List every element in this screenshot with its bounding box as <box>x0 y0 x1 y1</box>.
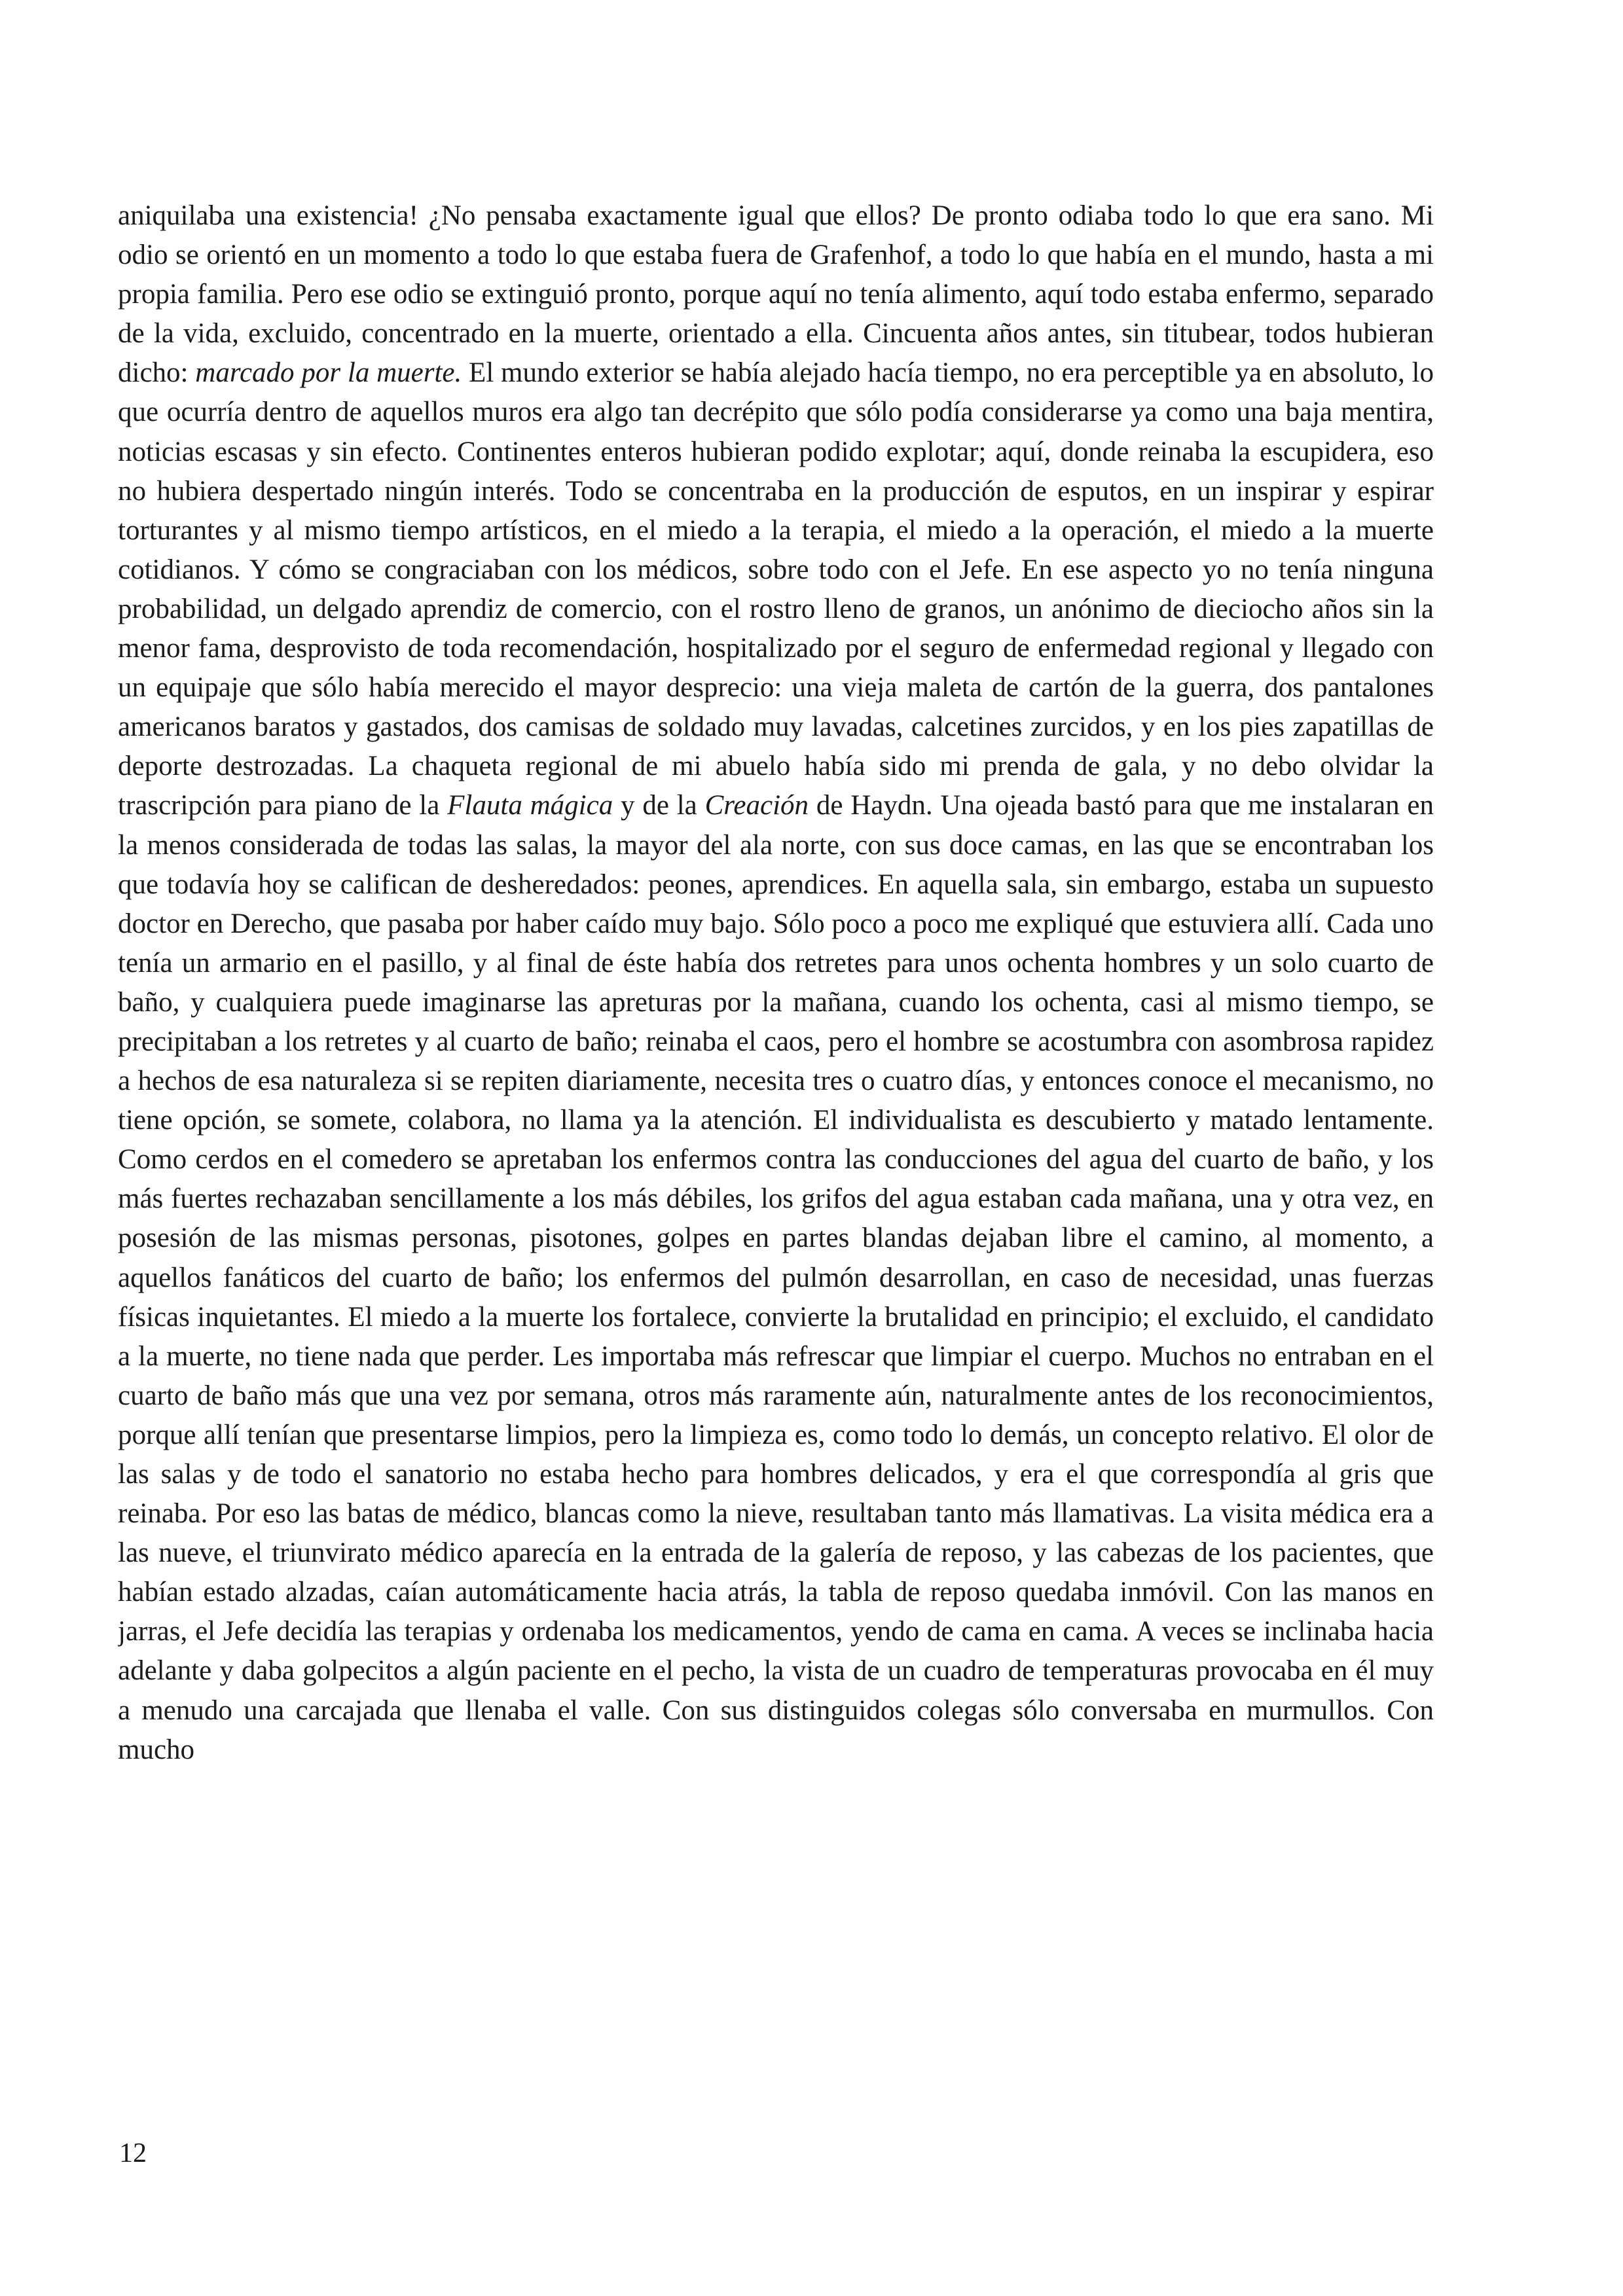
text-run: aniquilaba una existencia! ¿No pensaba exactamente igual que ellos? De pronto odiaba todo lo que era sano. Mi odio se orientó en un momento a todo lo que estaba fuera de Grafenhof, a todo lo que había en el mundo, hasta a mi propia familia. Pero ese odio se extinguió pronto, porque aquí no tenía alimento, aquí todo estaba enfermo, separado de la vida, excluido, concentrado en la muerte, orientado a ella. Cincuenta años antes, sin titubear, todos hubieran dicho: <box>118 200 1434 389</box>
italic-phrase-marcado-por-la-muerte: marcado por la muerte. <box>195 357 462 389</box>
text-run: y de la <box>613 790 705 821</box>
italic-title-flauta-magica: Flauta mágica <box>447 790 613 821</box>
paragraph <box>118 196 1434 1770</box>
italic-title-creacion: Creación <box>704 790 809 821</box>
body-text <box>118 196 1434 2134</box>
text-run: El mundo exterior se había alejado hacía tiempo, no era perceptible ya en absoluto, lo que ocurría dentro de aquellos muros era algo tan decrépito que sólo podía considerarse ya como una baja mentira, noticias escasas y sin efecto. Continentes enteros hubieran podido explotar; aquí, donde reinaba la escupidera, eso no hubiera despertado ningún interés. Todo se concentraba en la producción de esputos, en un inspirar y espirar torturantes y al mismo tiempo artísticos, en el miedo a la terapia, el miedo a la operación, el miedo a la muerte cotidianos. Y cómo se congraciaban con los médicos, sobre todo con el Jefe. En ese aspecto yo no tenía ninguna probabilidad, un delgado aprendiz de comercio, con el rostro lleno de granos, un anónimo de dieciocho años sin la menor fama, desprovisto de toda recomendación, hospitalizado por el seguro de enfermedad regional y llegado con un equipaje que sólo había merecido el mayor desprecio: una vieja maleta de cartón de la guerra, dos pantalones americanos baratos y gastados, dos camisas de soldado muy lavadas, calcetines zurcidos, y en los pies zapatillas de deporte destrozadas. La chaqueta regional de mi abuelo había sido mi prenda de gala, y no debo olvidar la trascripción para piano de la <box>118 357 1434 821</box>
text-run: de Haydn. Una ojeada bastó para que me instalaran en la menos considerada de todas las salas, la mayor del ala norte, con sus doce camas, en las que se encontraban los que todavía hoy se califican de desheredados: peones, aprendices. En aquella sala, sin embargo, estaba un supuesto doctor en Derecho, que pasaba por haber caído muy bajo. Sólo poco a poco me expliqué que estuviera allí. Cada uno tenía un armario en el pasillo, y al final de éste había dos retretes para unos ochenta hombres y un solo cuarto de baño, y cualquiera puede imaginarse las apreturas por la mañana, cuando los ochenta, casi al mismo tiempo, se precipitaban a los retretes y al cuarto de baño; reinaba el caos, pero el hombre se acostumbra con asombrosa rapidez a hechos de esa naturaleza si se repiten diariamente, necesita tres o cuatro días, y entonces conoce el mecanismo, no tiene opción, se somete, colabora, no llama ya la atención. El individualista es descubierto y matado lentamente. Como cerdos en el comedero se apretaban los enfermos contra las conducciones del agua del cuarto de baño, y los más fuertes rechazaban sencillamente a los más débiles, los grifos del agua estaban cada mañana, una y otra vez, en posesión de las mismas personas, pisotones, golpes en partes blandas dejaban libre el camino, al momento, a aquellos fanáticos del cuarto de baño; los enfermos del pulmón desarrollan, en caso de necesidad, unas fuerzas físicas inquietantes. El miedo a la muerte los fortalece, convierte la brutalidad en principio; el excluido, el candidato a la muerte, no tiene nada que perder. Les importaba más refrescar que limpiar el cuerpo. Muchos no entraban en el cuarto de baño más que una vez por semana, otros más raramente aún, naturalmente antes de los reconocimientos, porque allí tenían que presentarse limpios, pero la limpieza es, como todo lo demás, un concepto relativo. El olor de las salas y de todo el sanatorio no estaba hecho para hombres delicados, y era el que correspondía al gris que reinaba. Por eso las batas de médico, blancas como la nieve, resultaban tanto más llamativas. La visita médica era a las nueve, el triunvirato médico aparecía en la entrada de la galería de reposo, y las cabezas de los pacientes, que habían estado alzadas, caían automáticamente hacia atrás, la tabla de reposo quedaba inmóvil. Con las manos en jarras, el Jefe decidía las terapias y ordenaba los medicamentos, yendo de cama en cama. A veces se inclinaba hacia adelante y daba golpecitos a algún paciente en el pecho, la vista de un cuadro de temperaturas provocaba en él muy a menudo una carcajada que llenaba el valle. Con sus distinguidos colegas sólo conversaba en murmullos. Con mucho <box>118 790 1434 1765</box>
page-number: 12 <box>119 2138 147 2168</box>
